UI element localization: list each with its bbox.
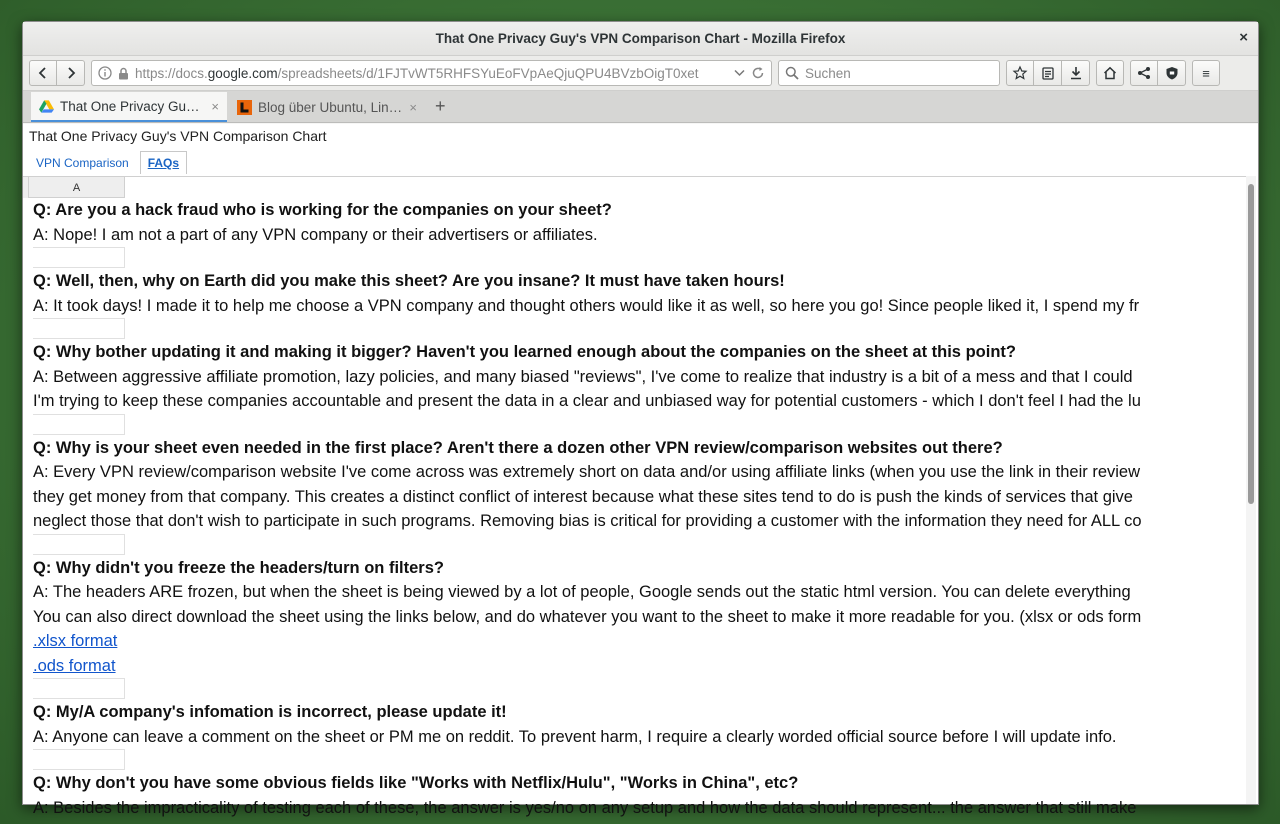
link-row xyxy=(33,654,1246,679)
new-tab-button[interactable]: + xyxy=(435,96,446,116)
bookmark-star-button[interactable] xyxy=(1006,60,1034,86)
download-icon xyxy=(1069,66,1083,80)
tab-blog[interactable] xyxy=(229,92,425,122)
clipboard-icon xyxy=(1041,66,1055,80)
question-row: Q: Why don't you have some obvious fields like "Works with Netflix/Hulu", "Works in China", etc? xyxy=(33,774,799,792)
google-drive-icon xyxy=(39,99,54,114)
answer-row: neglect those that don't wish to participate in such programs. Removing bias is critical for providing a customer with the information they need for ALL co xyxy=(33,512,1142,530)
tab-label: Blog über Ubuntu, Lin… xyxy=(258,99,403,115)
answer-row: You can also direct download the sheet using the links below, and do whatever you want to the sheet to make it more readable for you. (xlsx or ods form xyxy=(33,607,1142,626)
scrollbar-thumb[interactable] xyxy=(1248,184,1254,504)
document-title: That One Privacy Guy's VPN Comparison Chart xyxy=(29,128,327,144)
page-content xyxy=(23,124,1258,817)
answer-row: A: It took days! I made it to help me choose a VPN company and thought others would like it as well, so here you go! Since people liked it, I spend my fr xyxy=(33,296,1140,315)
empty-cell[interactable] xyxy=(33,534,125,555)
search-icon xyxy=(785,66,799,80)
vertical-scrollbar[interactable] xyxy=(1246,176,1256,804)
answer-row: A: Nope! I am not a part of any VPN company or their advertisers or affiliates. xyxy=(33,225,598,244)
answer-row: A: The headers ARE frozen, but when the sheet is being viewed by a lot of people, Google sends out the static html version. You can delete everything xyxy=(33,583,1131,601)
window-close-button[interactable]: × xyxy=(1239,29,1248,46)
blank-row xyxy=(33,749,1246,771)
sheet-tab-faqs[interactable]: FAQs xyxy=(140,151,187,174)
tab-strip xyxy=(23,91,1258,123)
question-row: Q: My/A company's infomation is incorrect, please update it! xyxy=(33,703,507,721)
downloads-button[interactable] xyxy=(1062,60,1090,86)
empty-cell[interactable] xyxy=(33,678,125,699)
sheet-tab-vpn-comparison[interactable]: VPN Comparison xyxy=(36,156,129,170)
menu-button[interactable]: ≡ xyxy=(1192,60,1220,86)
column-header-row xyxy=(23,177,1246,198)
empty-cell[interactable] xyxy=(33,318,125,339)
question-row: Q: Are you a hack fraud who is working for the companies on your sheet? xyxy=(33,201,612,219)
reload-icon[interactable] xyxy=(751,66,765,80)
share-button[interactable] xyxy=(1130,60,1158,86)
url-text[interactable] xyxy=(135,66,728,81)
toolbar-group-right xyxy=(1130,60,1186,86)
question-row: Q: Why bother updating it and making it bigger? Haven't you learned enough about the companies on the sheet at this point? xyxy=(33,343,1016,361)
link-row xyxy=(33,629,1246,654)
blank-row xyxy=(33,247,1246,269)
url-path: /spreadsheets/d/1FJTvWT5RHFSYuEoFVpAeQjuQPU4BVzbOigT0xet xyxy=(277,65,699,81)
toolbar-group-left xyxy=(1006,60,1090,86)
reader-list-button[interactable] xyxy=(1034,60,1062,86)
tab-close-button[interactable]: × xyxy=(211,98,219,114)
sheet-tabs xyxy=(23,148,1258,174)
ublock-button[interactable] xyxy=(1158,60,1186,86)
info-icon[interactable] xyxy=(98,66,112,80)
empty-cell[interactable] xyxy=(33,414,125,435)
tab-close-button[interactable]: × xyxy=(409,99,417,115)
back-button[interactable] xyxy=(29,60,57,86)
empty-cell[interactable] xyxy=(33,749,125,770)
blank-row xyxy=(33,318,1246,340)
download-link[interactable]: .xlsx format xyxy=(33,632,118,650)
home-icon xyxy=(1103,66,1117,80)
answer-row: A: Besides the impracticality of testing each of these, the answer is yes/no on any setup and how the data should represent... the answer that still make xyxy=(33,798,1137,817)
answer-row: A: Between aggressive affiliate promotion, lazy policies, and many biased "reviews", I've come to realize that industry is a bit of a mess and that I could xyxy=(33,367,1133,386)
lock-icon xyxy=(118,67,129,80)
blog-favicon-icon xyxy=(237,100,252,115)
search-placeholder: Suchen xyxy=(805,65,851,81)
tab-vpn-chart[interactable] xyxy=(31,92,227,122)
title-bar xyxy=(23,22,1258,56)
answer-row: I'm trying to keep these companies accountable and present the data in a clear and unbiased way for potential customers - which I don't feel I had the lu xyxy=(33,392,1141,410)
home-button[interactable] xyxy=(1096,60,1124,86)
question-row: Q: Why is your sheet even needed in the first place? Aren't there a dozen other VPN review/comparison websites out there? xyxy=(33,438,1003,457)
shield-icon xyxy=(1165,66,1179,80)
firefox-window xyxy=(22,21,1259,817)
search-bar[interactable] xyxy=(778,60,1000,86)
blank-row xyxy=(33,678,1246,700)
chevron-left-icon xyxy=(38,67,48,79)
url-domain: google.com xyxy=(207,65,278,81)
url-bar[interactable] xyxy=(91,60,772,86)
tab-label: That One Privacy Gu… xyxy=(60,98,200,114)
answer-row: A: Anyone can leave a comment on the sheet or PM me on reddit. To prevent harm, I require a clearly worded official source before I will update info. xyxy=(33,727,1117,746)
spreadsheet-grid xyxy=(23,176,1246,817)
share-icon xyxy=(1137,66,1151,80)
question-row: Q: Well, then, why on Earth did you make this sheet? Are you insane? It must have taken hours! xyxy=(33,272,785,290)
faq-rows xyxy=(23,198,1246,820)
answer-row: they get money from that company. This creates a distinct conflict of interest because what these sites tend to do is push the kinds of services that give xyxy=(33,487,1133,506)
forward-button[interactable] xyxy=(57,60,85,86)
star-icon xyxy=(1013,66,1027,80)
chevron-down-icon[interactable] xyxy=(734,69,745,77)
chevron-right-icon xyxy=(66,67,76,79)
history-buttons xyxy=(29,60,85,86)
blank-row xyxy=(33,414,1246,436)
empty-cell[interactable] xyxy=(33,247,125,268)
download-link[interactable]: .ods format xyxy=(33,656,116,675)
navigation-toolbar xyxy=(23,56,1258,91)
url-prefix: https://docs. xyxy=(135,65,208,81)
question-row: Q: Why didn't you freeze the headers/turn on filters? xyxy=(33,558,444,577)
blank-row xyxy=(33,534,1246,556)
answer-row: A: Every VPN review/comparison website I've come across was extremely short on data and/or using affiliate links (when you use the link in their review xyxy=(33,463,1141,481)
column-header-a[interactable]: A xyxy=(29,177,125,198)
window-title: That One Privacy Guy's VPN Comparison Chart - Mozilla Firefox xyxy=(435,31,846,46)
